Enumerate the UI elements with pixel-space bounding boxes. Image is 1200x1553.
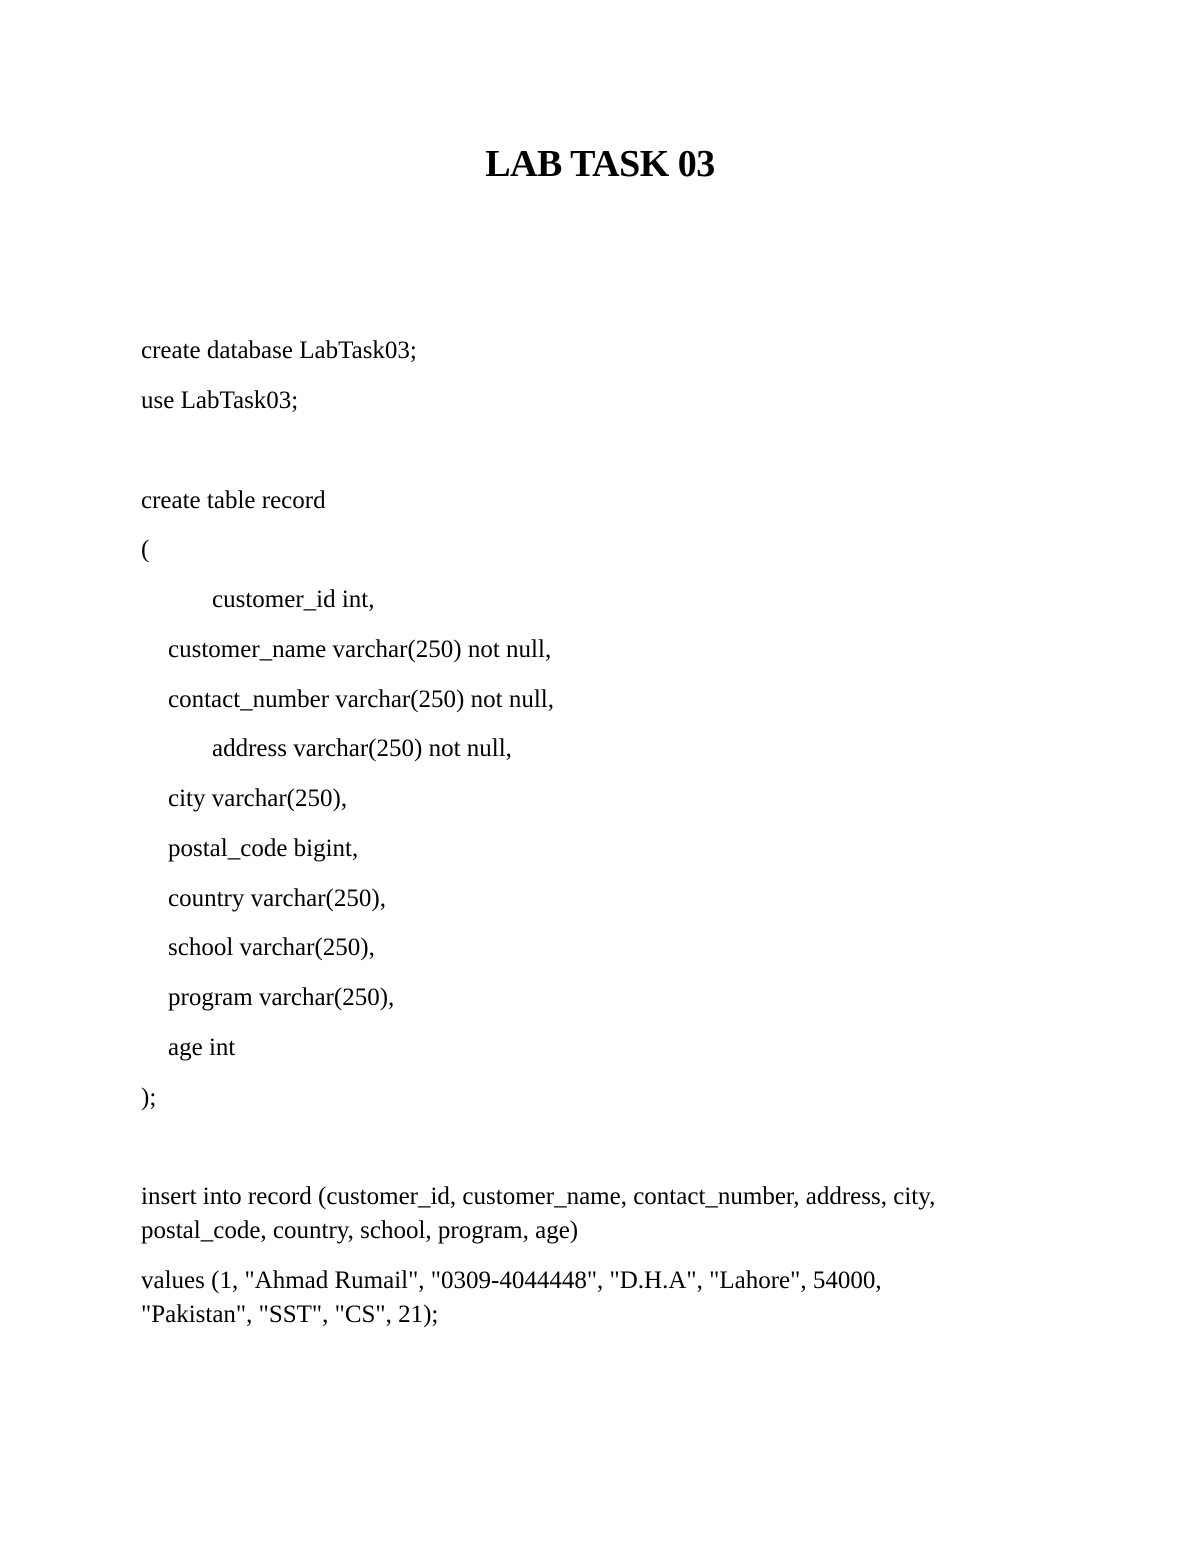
code-line-customer-id: customer_id int, xyxy=(212,586,375,613)
code-line-close-paren: ); xyxy=(141,1084,157,1111)
code-line-use-database: use LabTask03; xyxy=(141,387,299,414)
code-line-program: program varchar(250), xyxy=(168,984,395,1011)
page-title: LAB TASK 03 xyxy=(485,143,715,185)
values-line-1: values (1, "Ahmad Rumail", "0309-4044448", "D.H.A", "Lahore", 54000, xyxy=(141,1267,882,1294)
insert-statement xyxy=(141,1180,1041,1248)
code-line-create-table: create table record xyxy=(141,487,326,514)
code-line-city: city varchar(250), xyxy=(168,785,348,812)
code-line-postal-code: postal_code bigint, xyxy=(168,835,359,862)
code-line-age: age int xyxy=(168,1034,236,1061)
code-line-customer-name: customer_name varchar(250) not null, xyxy=(168,636,552,663)
code-line-create-database: create database LabTask03; xyxy=(141,337,417,364)
insert-line-2: postal_code, country, school, program, age) xyxy=(141,1217,579,1244)
code-line-contact-number: contact_number varchar(250) not null, xyxy=(168,686,554,713)
code-line-school: school varchar(250), xyxy=(168,934,375,961)
code-line-address: address varchar(250) not null, xyxy=(212,735,512,762)
code-line-open-paren: ( xyxy=(141,536,150,563)
insert-line-1: insert into record (customer_id, customer_name, contact_number, address, city, xyxy=(141,1183,936,1210)
values-line-2: "Pakistan", "SST", "CS", 21); xyxy=(141,1301,439,1328)
values-statement xyxy=(141,1264,1041,1332)
code-line-country: country varchar(250), xyxy=(168,885,386,912)
